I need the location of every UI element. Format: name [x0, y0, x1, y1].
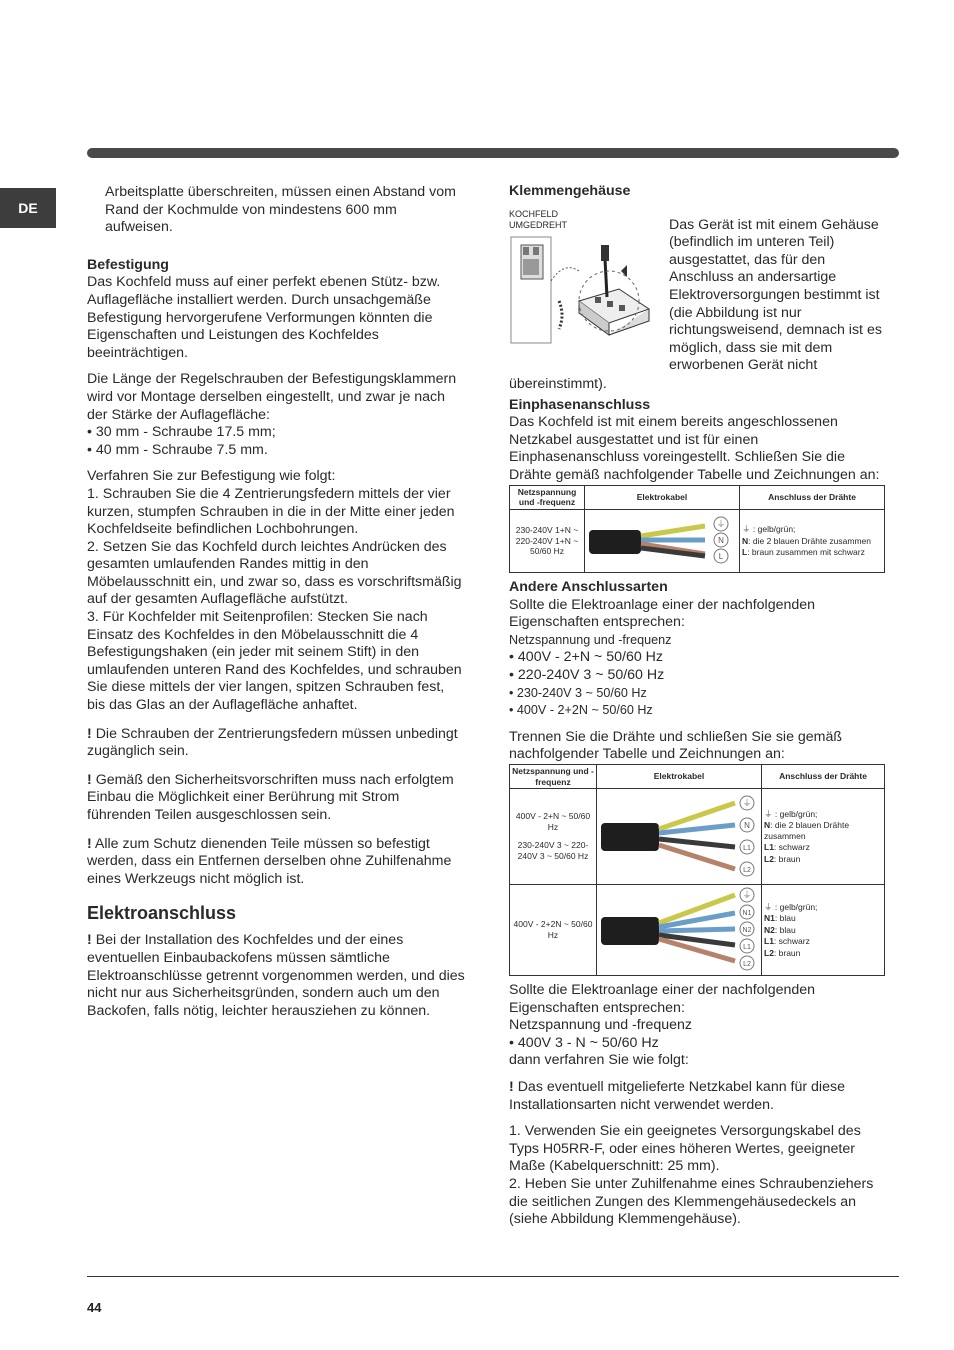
- sollte-bullet: • 400V 3 - N ~ 50/60 Hz: [509, 1034, 659, 1051]
- wiring-cell: [740, 509, 885, 573]
- multi-phase-table: [509, 764, 885, 976]
- wiring-l2: [764, 854, 882, 865]
- step-2: 2. Heben Sie unter Zuhilfenahme eines Schraubenziehers die seitlichen Zungen des Klemmengehäusedeckels an (siehe Abbildung Klemmengehäuse).: [509, 1175, 874, 1228]
- cable-diagram-2n2: [597, 885, 757, 973]
- screw-list: [87, 424, 465, 459]
- andere-text: Sollte die Elektroanlage einer der nachfolgenden Eigenschaften entsprechen:: [509, 596, 816, 631]
- wiring-ground: ⏚ : gelb/grün;: [764, 901, 818, 912]
- terminal-name: L: [742, 547, 748, 558]
- table-header: Netzspannung und -frequenz: [510, 485, 585, 509]
- table-header-row: [510, 485, 885, 509]
- footer-rule: [87, 1276, 899, 1277]
- terminal-box-illustration: [509, 231, 659, 349]
- voltage-list: [509, 649, 887, 719]
- terminal-label: L1: [743, 845, 751, 852]
- voltage-cell: [510, 789, 597, 885]
- header-bar: [87, 148, 899, 158]
- voltage-b: 230-240V 3 ~ 220-240V 3 ~ 50/60 Hz: [517, 840, 589, 861]
- list-item: • 230-240V 3 ~ 50/60 Hz: [509, 685, 647, 700]
- table-header: Elektrokabel: [585, 485, 740, 509]
- terminal-figure: [509, 209, 659, 355]
- terminal-label: L2: [743, 960, 751, 968]
- step-1: 1. Schrauben Sie die 4 Zentrierungsfedern mittels der vier kurzen, stumpfen Schrauben in die in der Mitte einer jeden Kochfeldseite befindlichen Lochbohrungen.: [87, 485, 455, 538]
- wiring-n: [742, 536, 882, 547]
- terminal-desc: : schwarz: [773, 842, 810, 852]
- wiring-n2: [764, 925, 882, 936]
- warning-text: Gemäß den Sicherheitsvorschriften muss nach erfolgtem Einbau die Möglichkeit einer Berührung mit Strom führenden Teilen ausgeschlossen sein.: [87, 771, 454, 823]
- einphasen-heading: Einphasenanschluss: [509, 396, 651, 413]
- cable-diagram-single: [585, 510, 735, 570]
- table-row: [510, 509, 885, 573]
- terminal-name: L1: [764, 936, 774, 946]
- wiring-cell: [762, 884, 885, 976]
- wiring-ground: ⏚ : gelb/grün;: [742, 524, 796, 535]
- klemm-heading: Klemmengehäuse: [509, 183, 631, 199]
- klemm-text-end: übereinstimmt).: [509, 375, 607, 392]
- warning-icon: !: [87, 725, 92, 742]
- voltage-cell: 400V - 2+2N ~ 50/60 Hz: [510, 884, 597, 976]
- right-column: [509, 183, 887, 1229]
- language-tab: DE: [0, 188, 56, 228]
- sollte-text: Sollte die Elektroanlage einer der nachfolgenden Eigenschaften entsprechen:: [509, 982, 816, 1016]
- klemm-block: [509, 201, 887, 392]
- laenge-text: Die Länge der Regelschrauben der Befestigungsklammern wird vor Montage derselben eingestellt, und zwar je nach der Stärke der Auflagefläche:: [87, 371, 457, 423]
- terminal-name: N1: [764, 913, 775, 923]
- elektro-body: Bei der Installation des Kochfeldes und der eines eventuellen Einbaubackofens müssen sämtliche Elektroanschlüsse getrennt vorgenommen werden, und dies nicht nur aus Sicherheitsgründen, sondern auch um den Backofen, falls nötig, leichter herausziehen zu können.: [87, 932, 465, 1019]
- step-3: 3. Für Kochfelder mit Seitenprofilen: Stecken Sie nach Einsatz des Kochfeldes in den Möbelausschnitt die 4 Befestigungshaken (ein jeder mit seinem Stift) in den umlaufenden unteren Rand des Kochfeldes, und schrauben Sie diese mittels der vier langen, spitzen Schrauben fest, bis das Glas an der Auflagefläche anhaftet.: [87, 609, 462, 714]
- wiring-cell: [762, 789, 885, 885]
- voltage-a: 400V - 2+N ~ 50/60 Hz: [515, 811, 591, 832]
- list-item: • 30 mm - Schraube 17.5 mm;: [87, 424, 276, 441]
- intro-text: Arbeitsplatte überschreiten, müssen einen Abstand vom Rand der Kochmulde von mindestens 600 mm aufweisen.: [105, 184, 456, 236]
- warning-3: [87, 836, 465, 889]
- elektro-text: [87, 932, 465, 1020]
- andere-heading: Andere Anschlussarten: [509, 579, 668, 596]
- netz-label: Netzspannung und -frequenz: [509, 632, 672, 647]
- warning-icon: !: [87, 771, 92, 788]
- table-header: Netzspannung und -frequenz: [510, 765, 597, 789]
- terminal-name: L2: [764, 853, 774, 864]
- klemm-text: Das Gerät ist mit einem Gehäuse (befindlich im unteren Teil) ausgestattet, das für den Anschluss an andersartige Elektroversorgungen bestimmt ist (die Abbildung ist nur richtungsweisend, demnach ist es möglich, dass sie mit dem erworbenen Gerät nicht: [669, 216, 882, 374]
- ground-icon: ⏚: [742, 524, 751, 535]
- wiring-n1: [764, 913, 882, 924]
- table-row: [510, 789, 885, 885]
- terminal-name: N: [742, 535, 749, 546]
- terminal-desc: : die 2 blauen Drähte zusammen: [764, 820, 850, 841]
- sollte-end: dann verfahren Sie wie folgt:: [509, 1052, 689, 1069]
- warning-text: Alle zum Schutz dienenden Teile müssen so befestigt werden, dass ein Entfernen derselben ohne Zuhilfenahme eines Werkzeugs nicht möglich ist.: [87, 835, 452, 887]
- wiring-n: [764, 820, 882, 841]
- warning-1: [87, 726, 465, 761]
- terminal-label: N: [744, 821, 750, 830]
- terminal-desc: : braun zusammen mit schwarz: [747, 547, 865, 558]
- ground-icon: ⏚: [764, 901, 773, 912]
- terminal-label: N2: [742, 926, 752, 934]
- table-header: Elektrokabel: [597, 765, 762, 789]
- befestigung-text: Das Kochfeld muss auf einer perfekt ebenen Stütz- bzw. Auflagefläche installiert werden. Durch unsachgemäße Befestigung hervorgerufene Verformungen könnten die Eigenschaften und Leistungen des Kochfeldes beeinträchtigen.: [87, 274, 441, 361]
- warning-icon: !: [509, 1078, 514, 1095]
- terminal-desc: : die 2 blauen Drähte zusammen: [748, 535, 871, 546]
- terminal-desc: : blau: [774, 913, 796, 923]
- cable-cell: [585, 509, 740, 573]
- cable-cell: [597, 789, 762, 885]
- table-header: Anschluss der Drähte: [740, 485, 885, 509]
- terminal-label: L: [718, 551, 724, 561]
- figure-caption: KOCHFELD UMGEDREHT: [509, 208, 567, 230]
- ground-icon: ⏚: [764, 808, 773, 819]
- wiring-l1: [764, 842, 882, 853]
- terminal-desc: : blau: [774, 924, 796, 935]
- warning-cable: [509, 1079, 887, 1114]
- step-2: 2. Setzen Sie das Kochfeld durch leichtes Andrücken des gesamten umlaufenden Randes mittig in den Möbelausschnitt ein, und zwar so, dass es vorschriftsmäßig auf der gesamten Auflagefläche aufstützt.: [87, 538, 462, 608]
- list-item: • 400V - 2+N ~ 50/60 Hz: [509, 649, 664, 666]
- warning-text: Das eventuell mitgelieferte Netzkabel kann für diese Installationsarten nicht verwendet werden.: [509, 1078, 845, 1113]
- terminal-label: N: [718, 535, 724, 545]
- voltage-cell: 230-240V 1+N ~ 220-240V 1+N ~ 50/60 Hz: [510, 509, 585, 573]
- terminal-name: N2: [764, 924, 775, 935]
- list-item: • 220-240V 3 ~ 50/60 Hz: [509, 667, 665, 684]
- sollte-netz: Netzspannung und -frequenz: [509, 1017, 692, 1034]
- cable-cell: [597, 884, 762, 976]
- warning-icon: !: [87, 835, 92, 852]
- terminal-label: L1: [743, 943, 751, 951]
- warning-2: [87, 772, 465, 825]
- list-item: • 40 mm - Schraube 7.5 mm.: [87, 441, 268, 458]
- table-header-row: [510, 765, 885, 789]
- verfahren-text: Verfahren Sie zur Befestigung wie folgt:: [87, 468, 336, 485]
- terminal-label: ⏚: [716, 518, 726, 529]
- terminal-desc: : schwarz: [773, 936, 810, 946]
- terminal-desc: : braun: [773, 853, 801, 864]
- wiring-l1: [764, 936, 882, 947]
- terminal-label: ⏚: [742, 798, 752, 808]
- befestigung-heading: Befestigung: [87, 256, 169, 273]
- terminal-name: L2: [764, 947, 774, 958]
- terminal-label: ⏚: [742, 889, 752, 900]
- einphasen-text: Das Kochfeld ist mit einem bereits angeschlossenen Netzkabel ausgestattet und ist für einen Einphasenanschluss voreingestellt. Schließen Sie die Drähte gemäß nachfolgender Tabelle und Zeichnungen an:: [509, 414, 880, 483]
- list-item: • 400V - 2+2N ~ 50/60 Hz: [509, 703, 653, 718]
- left-column: [87, 184, 465, 1029]
- terminal-name: N: [764, 820, 771, 830]
- table-row: [510, 884, 885, 976]
- terminal-name: L1: [764, 842, 774, 852]
- single-phase-table: [509, 485, 885, 574]
- terminal-label: N1: [742, 909, 752, 917]
- elektro-heading: Elektroanschluss: [87, 903, 237, 924]
- wiring-ground: ⏚ : gelb/grün;: [764, 808, 818, 819]
- table-header: Anschluss der Drähte: [762, 765, 885, 789]
- trennen-text: Trennen Sie die Drähte und schließen Sie sie gemäß nachfolgender Tabelle und Zeichnungen an:: [509, 728, 843, 763]
- step-1: 1. Verwenden Sie ein geeignetes Versorgungskabel des Typs H05RR-F, oder eines höheren Wertes, geeigneter Maße (Kabelquerschnitt: 25 mm).: [509, 1123, 861, 1175]
- wiring-l: [742, 547, 882, 558]
- terminal-label: L2: [743, 867, 751, 874]
- warning-icon: !: [87, 932, 92, 949]
- warning-text: Die Schrauben der Zentrierungsfedern müssen unbedingt zugänglich sein.: [87, 725, 458, 760]
- wiring-l2: [764, 948, 882, 959]
- page-number: 44: [87, 1300, 102, 1315]
- terminal-desc: : braun: [773, 947, 801, 958]
- cable-diagram-2n: [597, 789, 757, 881]
